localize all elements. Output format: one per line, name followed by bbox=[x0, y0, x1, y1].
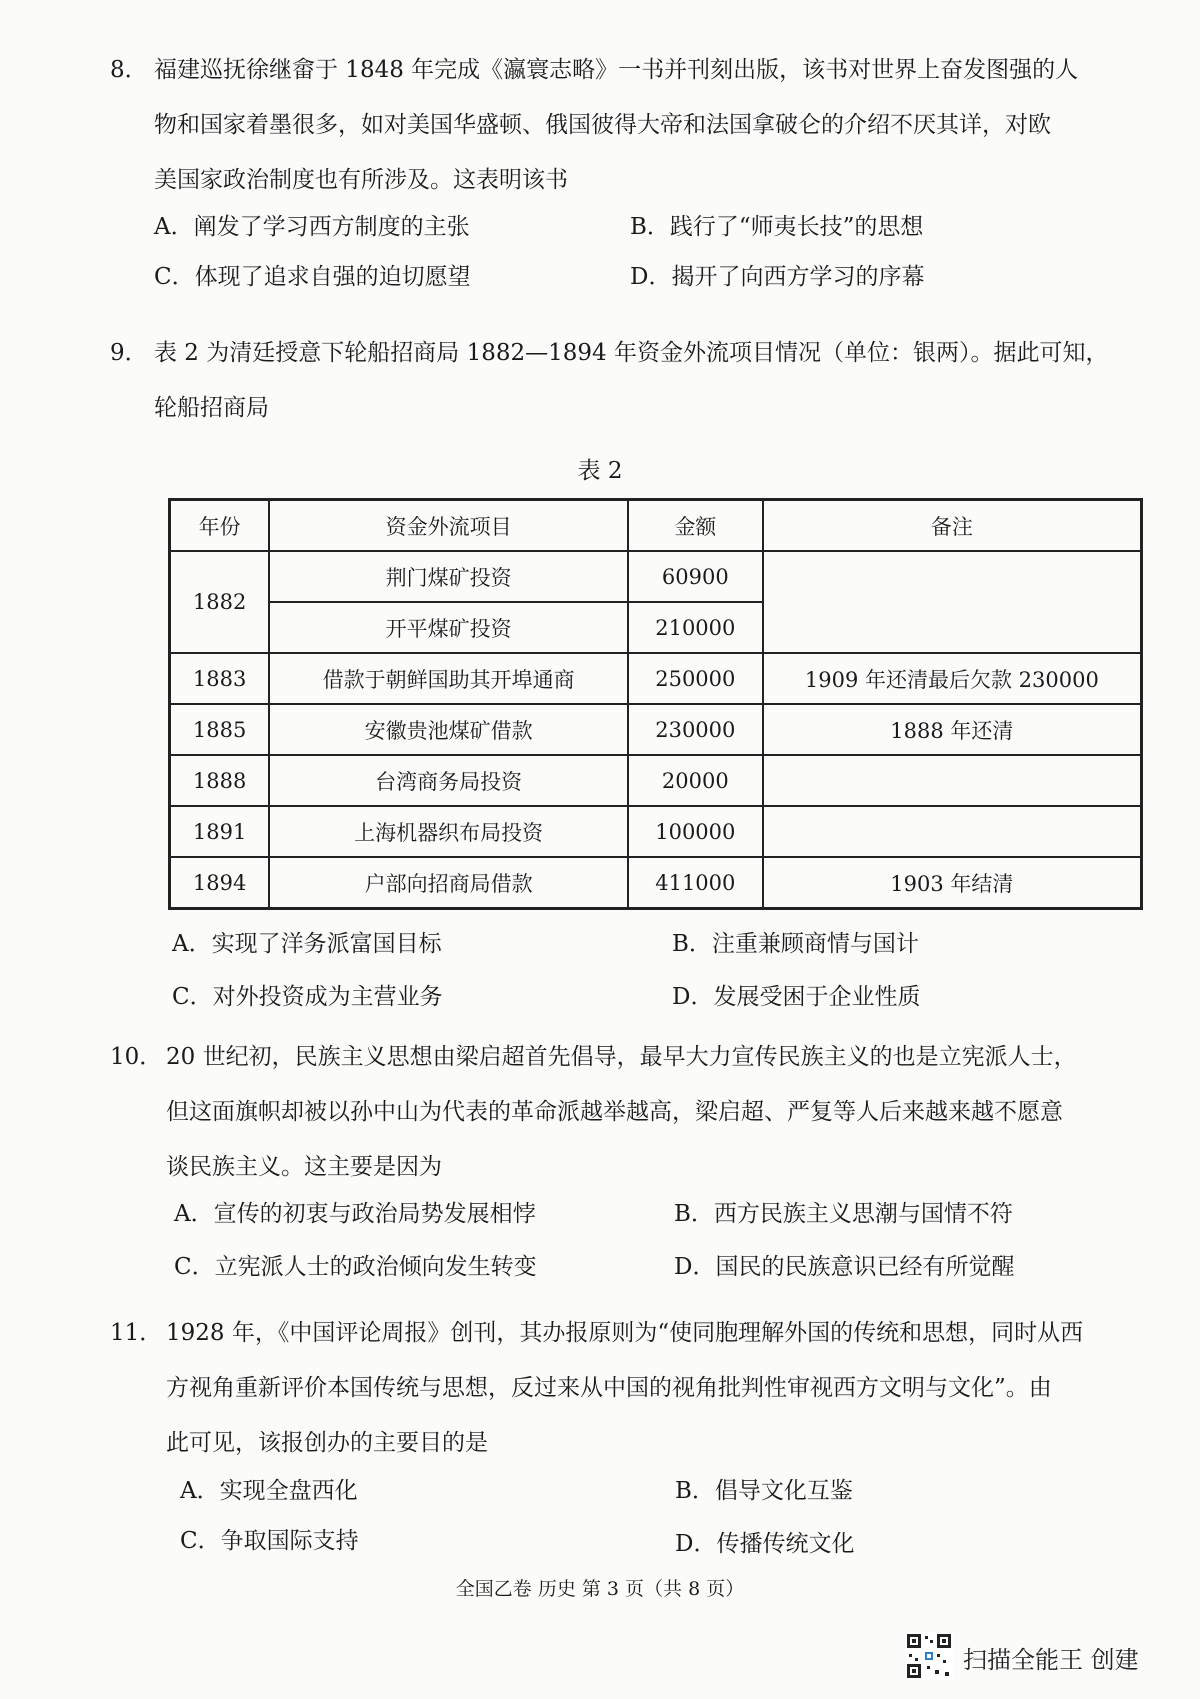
cell-item: 开平煤矿投资 bbox=[269, 602, 628, 653]
option-c[interactable]: C．体现了追求自强的迫切愿望 bbox=[154, 264, 471, 290]
funds-outflow-table bbox=[168, 498, 1143, 910]
header-note: 备注 bbox=[763, 500, 1142, 552]
stem-line: 此可见，该报创办的主要目的是 bbox=[166, 1430, 488, 1456]
option-b[interactable]: B．倡导文化互鉴 bbox=[675, 1478, 853, 1504]
question-number: 9． bbox=[110, 340, 148, 366]
table-row bbox=[170, 806, 1142, 857]
option-d[interactable]: D．国民的民族意识已经有所觉醒 bbox=[674, 1254, 1015, 1280]
cell-amount: 230000 bbox=[628, 704, 763, 755]
qr-code-icon bbox=[905, 1632, 953, 1680]
cell-item: 户部向招商局借款 bbox=[269, 857, 628, 909]
scanner-watermark bbox=[905, 1632, 1175, 1680]
option-b[interactable]: B．注重兼顾商情与国计 bbox=[672, 931, 919, 957]
stem-line: 美国家政治制度也有所涉及。这表明该书 bbox=[154, 167, 568, 193]
question-stem bbox=[166, 1030, 1150, 1195]
cell-amount: 20000 bbox=[628, 755, 763, 806]
table-caption: 表 2 bbox=[577, 458, 623, 484]
cell-amount: 210000 bbox=[628, 602, 763, 653]
question-stem bbox=[154, 326, 1150, 436]
header-year: 年份 bbox=[170, 500, 270, 552]
option-a[interactable]: A．实现全盘西化 bbox=[180, 1478, 358, 1504]
cell-item: 借款于朝鲜国助其开埠通商 bbox=[269, 653, 628, 704]
table-row bbox=[170, 653, 1142, 704]
question-number: 11． bbox=[110, 1320, 163, 1346]
stem-line: 方视角重新评价本国传统与思想，反过来从中国的视角批判性审视西方文明与文化”。由 bbox=[166, 1375, 1052, 1401]
cell-amount: 411000 bbox=[628, 857, 763, 909]
cell-item: 台湾商务局投资 bbox=[269, 755, 628, 806]
option-c[interactable]: C．争取国际支持 bbox=[180, 1528, 359, 1554]
option-a[interactable]: A．宣传的初衷与政治局势发展相悖 bbox=[174, 1201, 536, 1227]
stem-line: 20 世纪初，民族主义思想由梁启超首先倡导，最早大力宣传民族主义的也是立宪派人士， bbox=[166, 1044, 1077, 1070]
option-c[interactable]: C．立宪派人士的政治倾向发生转变 bbox=[174, 1254, 537, 1280]
question-11 bbox=[110, 1306, 1150, 1471]
option-a[interactable]: A．阐发了学习西方制度的主张 bbox=[154, 214, 470, 240]
option-d[interactable]: D．发展受困于企业性质 bbox=[672, 984, 921, 1010]
cell-year: 1891 bbox=[170, 806, 270, 857]
header-item: 资金外流项目 bbox=[269, 500, 628, 552]
stem-line: 表 2 为清廷授意下轮船招商局 1882—1894 年资金外流项目情况（单位：银两）。据此可知， bbox=[154, 340, 1109, 366]
cell-note bbox=[763, 551, 1142, 653]
option-d[interactable]: D．传播传统文化 bbox=[675, 1531, 855, 1557]
table-row bbox=[170, 551, 1142, 602]
cell-year: 1894 bbox=[170, 857, 270, 909]
cell-note: 1888 年还清 bbox=[763, 704, 1142, 755]
cell-note bbox=[763, 806, 1142, 857]
option-c[interactable]: C．对外投资成为主营业务 bbox=[172, 984, 443, 1010]
stem-line: 谈民族主义。这主要是因为 bbox=[166, 1154, 442, 1180]
option-a[interactable]: A．实现了洋务派富国目标 bbox=[172, 931, 442, 957]
question-stem bbox=[166, 1306, 1150, 1471]
cell-item: 荆门煤矿投资 bbox=[269, 551, 628, 602]
option-b[interactable]: B．西方民族主义思潮与国情不符 bbox=[674, 1201, 1013, 1227]
table-row bbox=[170, 704, 1142, 755]
cell-year: 1888 bbox=[170, 755, 270, 806]
cell-year: 1882 bbox=[170, 551, 270, 653]
question-number: 10． bbox=[110, 1044, 163, 1070]
question-10 bbox=[110, 1030, 1150, 1195]
cell-year: 1883 bbox=[170, 653, 270, 704]
question-9 bbox=[110, 326, 1150, 436]
cell-amount: 100000 bbox=[628, 806, 763, 857]
stem-line: 物和国家着墨很多，如对美国华盛顿、俄国彼得大帝和法国拿破仑的介绍不厌其详，对欧 bbox=[154, 112, 1051, 138]
page-footer: 全国乙卷 历史 第 3 页（共 8 页） bbox=[455, 1578, 745, 1600]
stem-line: 1928 年，《中国评论周报》创刊，其办报原则为“使同胞理解外国的传统和思想，同时从西 bbox=[166, 1320, 1084, 1346]
stem-line: 但这面旗帜却被以孙中山为代表的革命派越举越高，梁启超、严复等人后来越来越不愿意 bbox=[166, 1099, 1063, 1125]
stem-line: 福建巡抚徐继畲于 1848 年完成《瀛寰志略》一书并刊刻出版，该书对世界上奋发图强的人 bbox=[154, 57, 1079, 83]
cell-year: 1885 bbox=[170, 704, 270, 755]
cell-amount: 60900 bbox=[628, 551, 763, 602]
header-amount: 金额 bbox=[628, 500, 763, 552]
stem-line: 轮船招商局 bbox=[154, 395, 269, 421]
question-number: 8． bbox=[110, 57, 148, 83]
cell-amount: 250000 bbox=[628, 653, 763, 704]
cell-item: 上海机器织布局投资 bbox=[269, 806, 628, 857]
cell-note: 1903 年结清 bbox=[763, 857, 1142, 909]
option-b[interactable]: B．践行了“师夷长技”的思想 bbox=[630, 214, 924, 240]
cell-note bbox=[763, 755, 1142, 806]
question-stem bbox=[154, 43, 1150, 208]
table-header-row bbox=[170, 500, 1142, 552]
table-row bbox=[170, 857, 1142, 909]
table-row bbox=[170, 755, 1142, 806]
scanner-watermark-text: 扫描全能王 创建 bbox=[963, 1646, 1139, 1674]
cell-note: 1909 年还清最后欠款 230000 bbox=[763, 653, 1142, 704]
question-8 bbox=[110, 43, 1150, 208]
option-d[interactable]: D．揭开了向西方学习的序幕 bbox=[630, 264, 925, 290]
cell-item: 安徽贵池煤矿借款 bbox=[269, 704, 628, 755]
